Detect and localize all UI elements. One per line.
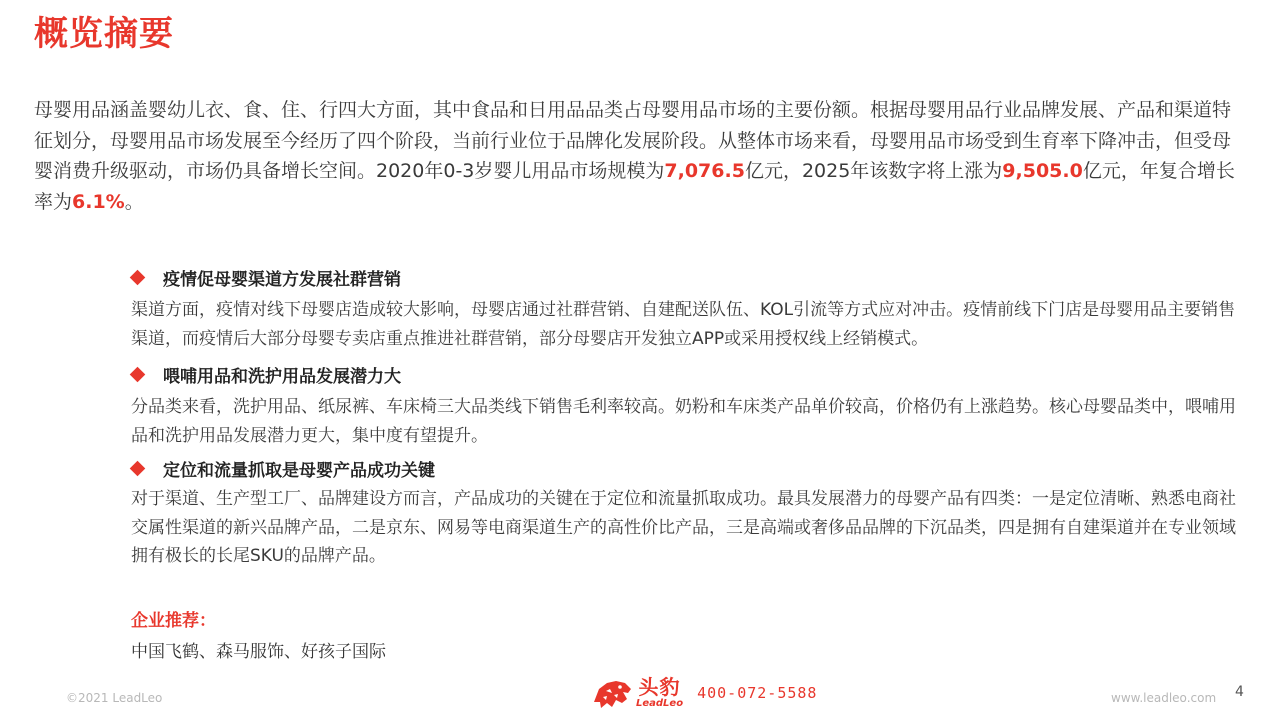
section-heading-text: 疫情促母婴渠道方发展社群营销 (163, 270, 401, 290)
summary-text-2: 亿元，2025年该数字将上涨为 (744, 160, 1003, 182)
hotline-number: 400-072-5588 (697, 684, 818, 702)
recommendation-title: 企业推荐： (131, 611, 216, 631)
footer-copyright: ©2021 LeadLeo (66, 691, 163, 705)
page-title: 概览摘要 (34, 14, 174, 54)
summary-text-4: 。 (124, 190, 144, 213)
section-heading-text: 定位和流量抓取是母婴产品成功关键 (163, 461, 435, 481)
logo-english: LeadLeo (636, 698, 684, 709)
footer-website[interactable]: www.leadleo.com (1111, 691, 1217, 705)
market-size-2020: 7,076.5 (664, 160, 745, 182)
summary-text-3: 亿元，年复合增长率为 (34, 160, 1235, 213)
summary-text-1: 母婴用品涵盖婴幼儿衣、食、住、行四大方面，其中食品和日用品品类占母婴用品市场的主要份额。根据母婴用品行业品牌发展、产品和渠道特征划分，母婴用品市场发展至今经历了四个阶段，当前行业位于品牌化发展阶段。从整体市场来看，母婴用品市场受到生育率下降冲击，但受母婴消费升级驱动，市场仍具备增长空间。2020年0-3岁婴儿用品市场规模为 (34, 99, 1232, 182)
summary-paragraph (34, 95, 1244, 217)
section-heading-channel (132, 265, 401, 290)
section-heading-category (132, 362, 401, 387)
section-body-channel: 渠道方面，疫情对线下母婴店造成较大影响，母婴店通过社群营销、自建配送队伍、KOL引流等方式应对冲击。疫情前线下门店是母婴用品主要销售渠道，而疫情后大部分母婴专卖店重点推进社群营销，部分母婴店开发独立APP或采用授权线上经销模式。 (131, 300, 1236, 349)
section-heading-text: 喂哺用品和洗护用品发展潜力大 (163, 367, 401, 387)
section-body-category: 分品类来看，洗护用品、纸尿裤、车床椅三大品类线下销售毛利率较高。奶粉和车床类产品单价较高，价格仍有上涨趋势。核心母婴品类中，喂哺用品和洗护用品发展潜力更大，集中度有望提升。 (131, 397, 1236, 446)
recommendation-companies: 中国飞鹤、森马服饰、好孩子国际 (131, 642, 386, 662)
logo-wordmark (636, 676, 683, 710)
section-body-key-success: 对于渠道、生产型工厂、品牌建设方而言，产品成功的关键在于定位和流量抓取成功。最具发展潜力的母婴产品有四类：一是定位清晰、熟悉电商社交属性渠道的新兴品牌产品，二是京东、网易等电商渠道生产的高性价比产品，三是高端或奢侈品品牌的下沉品类，四是拥有自建渠道并在专业领域拥有极长的长尾SKU的品牌产品。 (131, 489, 1236, 566)
cagr-value: 6.1% (72, 190, 125, 213)
leadleo-logo (590, 672, 817, 714)
diamond-bullet-icon (130, 461, 146, 477)
diamond-bullet-icon (130, 270, 146, 286)
market-size-2025: 9,505.0 (1002, 160, 1083, 182)
logo-chinese: 头豹 (638, 675, 681, 699)
page-number: 4 (1235, 684, 1244, 700)
diamond-bullet-icon (130, 367, 146, 383)
section-heading-key-success (132, 456, 435, 481)
leopard-logo-icon (590, 672, 634, 714)
